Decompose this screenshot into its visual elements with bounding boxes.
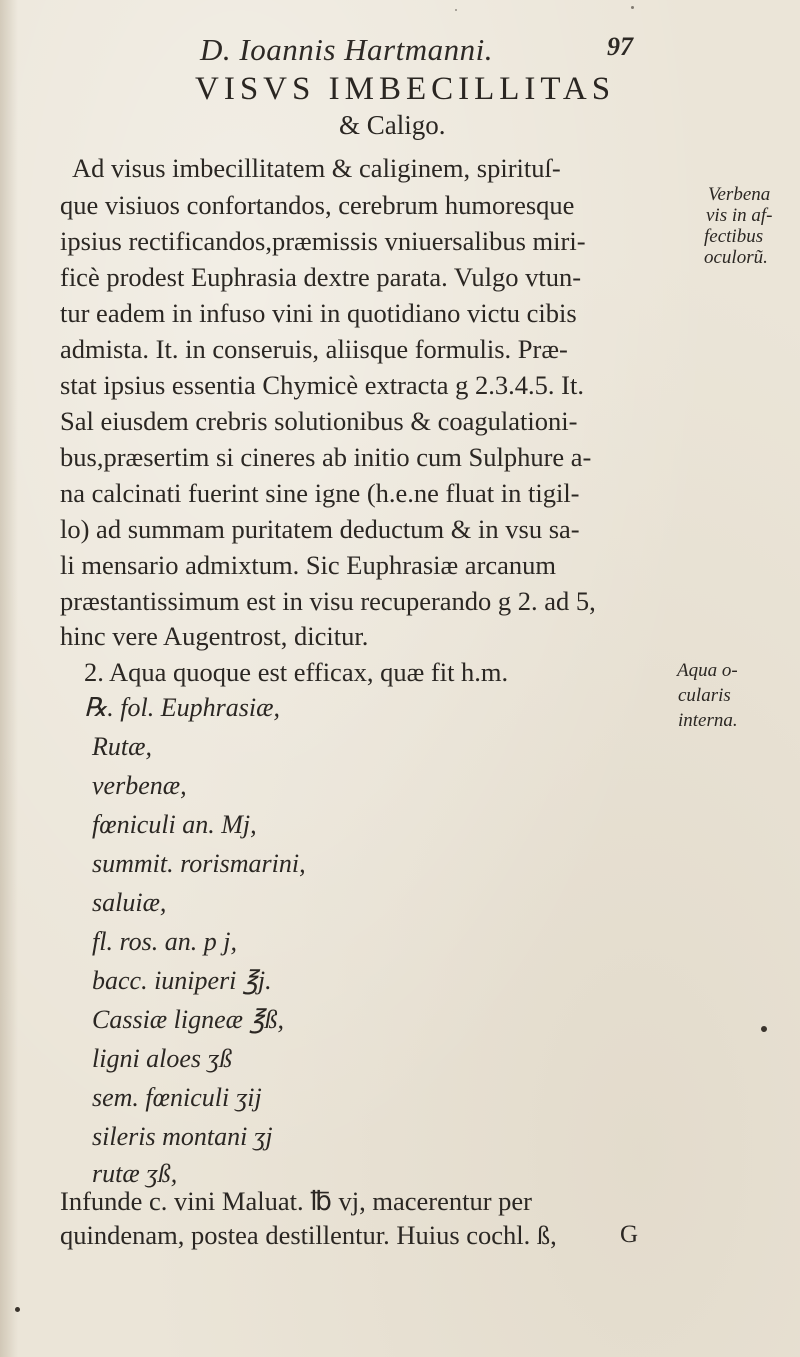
recipe-line: saluiæ, xyxy=(92,888,167,917)
recipe-line: ℞. fol. Euphrasiæ, xyxy=(84,693,280,722)
body-line: Ad visus imbecillitatem & caliginem, spirituſ- xyxy=(72,153,561,183)
recipe-line: Cassiæ ligneæ ℥ß, xyxy=(92,1005,284,1034)
body-line: tur eadem in infuso vini in quotidiano victu cibis xyxy=(60,298,577,328)
body-line: Infunde c. vini Maluat. ℔ vj, macerentur per xyxy=(60,1186,533,1216)
body-line: Sal eiusdem crebris solutionibus & coagulationi- xyxy=(60,406,578,436)
ink-speck xyxy=(631,6,634,9)
body-line: 2. Aqua quoque est efficax, quæ fit h.m. xyxy=(84,657,509,687)
margin-note-line: fectibus xyxy=(704,226,764,247)
margin-note-line: oculorũ. xyxy=(704,247,768,268)
catchword: G xyxy=(620,1221,639,1248)
recipe-line: ligni aloes ʒß xyxy=(92,1044,233,1073)
margin-note-line: vis in af- xyxy=(706,205,773,226)
ink-speck xyxy=(761,1026,767,1032)
body-line: hinc vere Augentrost, dicitur. xyxy=(60,621,369,651)
recipe-line: summit. rorismarini, xyxy=(92,849,306,878)
body-line: stat ipsius essentia Chymicè extracta g 2.3.4.5. It. xyxy=(60,370,584,400)
body-line: ipsius rectificandos,præmissis vniuersalibus miri- xyxy=(60,226,586,256)
body-line: que visiuos confortandos, cerebrum humoresque xyxy=(60,190,575,220)
recipe-line: fœniculi an. Mj, xyxy=(92,810,257,839)
body-line: ficè prodest Euphrasia dextre parata. Vulgo vtun- xyxy=(60,262,582,292)
ink-speck xyxy=(15,1307,20,1312)
body-line: admista. It. in conseruis, aliisque formulis. Præ- xyxy=(60,334,568,364)
section-subtitle: & Caligo. xyxy=(339,110,446,140)
page-number: 97 xyxy=(607,32,633,61)
recipe-line: Rutæ, xyxy=(92,732,152,761)
margin-note-line: Verbena xyxy=(708,184,771,205)
recipe-line: sileris montani ʒj xyxy=(92,1122,273,1151)
body-line: na calcinati fuerint sine igne (h.e.ne fluat in tigil- xyxy=(60,478,580,508)
body-line: lo) ad summam puritatem deductum & in vsu sa- xyxy=(60,514,580,544)
body-line: præstantissimum est in visu recuperando g 2. ad 5, xyxy=(60,586,596,616)
body-line: bus,præsertim si cineres ab initio cum Sulphure a- xyxy=(60,442,592,472)
recipe-line: verbenæ, xyxy=(92,771,187,800)
page-gutter-shadow xyxy=(0,0,18,1357)
section-title: VISVS IMBECILLITAS xyxy=(195,71,616,107)
recipe-line: rutæ ʒß, xyxy=(92,1159,178,1188)
running-head: D. Ioannis Hartmanni. xyxy=(200,32,493,67)
recipe-line: sem. fœniculi ʒij xyxy=(92,1083,262,1112)
margin-note-line: cularis xyxy=(678,685,731,706)
body-line: li mensario admixtum. Sic Euphrasiæ arcanum xyxy=(60,550,557,580)
margin-note-line: interna. xyxy=(678,710,738,731)
ink-speck xyxy=(455,9,457,11)
margin-note-line: Aqua o- xyxy=(677,660,738,681)
recipe-line: fl. ros. an. p j, xyxy=(92,927,237,956)
recipe-line: bacc. iuniperi ℥j. xyxy=(92,966,272,995)
body-line: quindenam, postea destillentur. Huius cochl. ß, xyxy=(60,1220,557,1250)
